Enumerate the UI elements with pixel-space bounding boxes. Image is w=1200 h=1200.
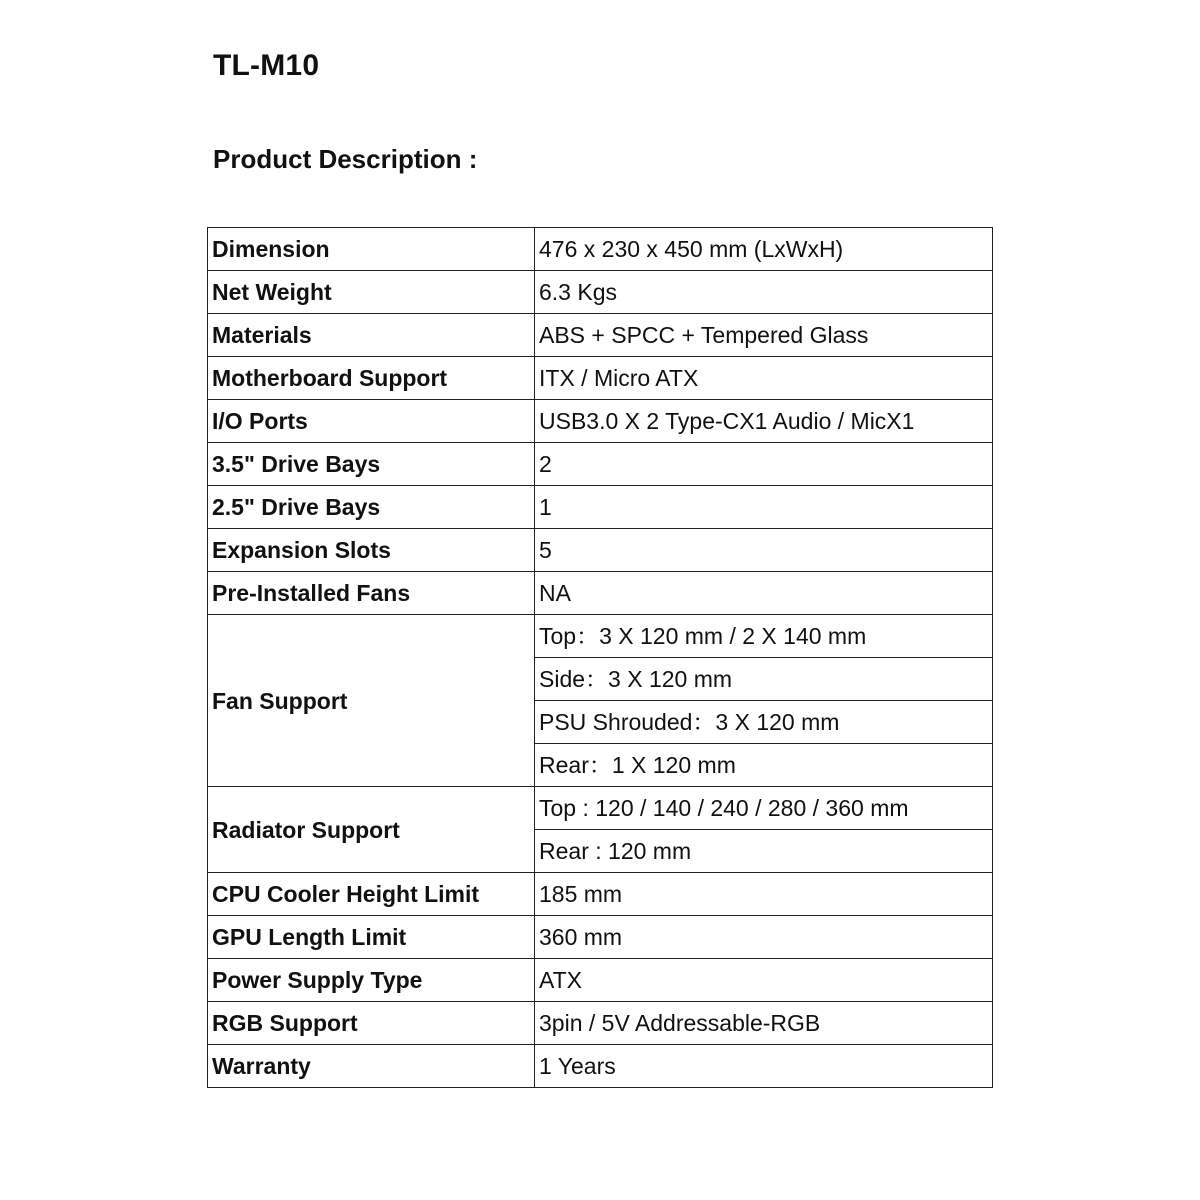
spec-value-fan-support-top: Top：3 X 120 mm / 2 X 140 mm (535, 615, 993, 658)
table-row (208, 873, 993, 916)
spec-label-net-weight: Net Weight (208, 271, 535, 314)
spec-label-drive-bays-35: 3.5" Drive Bays (208, 443, 535, 486)
spec-value-net-weight: 6.3 Kgs (535, 271, 993, 314)
spec-label-warranty: Warranty (208, 1045, 535, 1088)
table-row (208, 959, 993, 1002)
spec-value-rgb-support: 3pin / 5V Addressable-RGB (535, 1002, 993, 1045)
table-row (208, 615, 993, 658)
spec-value-power-supply-type: ATX (535, 959, 993, 1002)
product-title: TL-M10 (213, 49, 320, 82)
spec-value-gpu-length: 360 mm (535, 916, 993, 959)
spec-label-drive-bays-25: 2.5" Drive Bays (208, 486, 535, 529)
table-row (208, 916, 993, 959)
spec-value-drive-bays-25: 1 (535, 486, 993, 529)
spec-label-gpu-length: GPU Length Limit (208, 916, 535, 959)
table-row (208, 572, 993, 615)
table-row (208, 1002, 993, 1045)
table-row (208, 314, 993, 357)
table-row (208, 787, 993, 830)
spec-value-fan-support-rear: Rear：1 X 120 mm (535, 744, 993, 787)
spec-value-radiator-support-top: Top : 120 / 140 / 240 / 280 / 360 mm (535, 787, 993, 830)
spec-label-expansion-slots: Expansion Slots (208, 529, 535, 572)
spec-value-materials: ABS + SPCC + Tempered Glass (535, 314, 993, 357)
spec-label-power-supply-type: Power Supply Type (208, 959, 535, 1002)
spec-value-drive-bays-35: 2 (535, 443, 993, 486)
spec-value-fan-support-psu: PSU Shrouded：3 X 120 mm (535, 701, 993, 744)
spec-label-preinstalled-fans: Pre-Installed Fans (208, 572, 535, 615)
table-row (208, 486, 993, 529)
spec-value-warranty: 1 Years (535, 1045, 993, 1088)
spec-value-fan-support-side: Side：3 X 120 mm (535, 658, 993, 701)
table-row (208, 400, 993, 443)
table-row (208, 1045, 993, 1088)
spec-value-preinstalled-fans: NA (535, 572, 993, 615)
table-row (208, 271, 993, 314)
spec-label-dimension: Dimension (208, 228, 535, 271)
spec-label-cpu-cooler-height: CPU Cooler Height Limit (208, 873, 535, 916)
spec-table (207, 227, 993, 1088)
spec-value-expansion-slots: 5 (535, 529, 993, 572)
spec-value-cpu-cooler-height: 185 mm (535, 873, 993, 916)
spec-label-radiator-support: Radiator Support (208, 787, 535, 873)
table-row (208, 357, 993, 400)
spec-label-fan-support: Fan Support (208, 615, 535, 787)
spec-value-dimension: 476 x 230 x 450 mm (LxWxH) (535, 228, 993, 271)
spec-value-motherboard-support: ITX / Micro ATX (535, 357, 993, 400)
spec-label-materials: Materials (208, 314, 535, 357)
table-row (208, 529, 993, 572)
spec-label-motherboard-support: Motherboard Support (208, 357, 535, 400)
spec-value-io-ports: USB3.0 X 2 Type-CX1 Audio / MicX1 (535, 400, 993, 443)
table-row (208, 228, 993, 271)
table-row (208, 443, 993, 486)
spec-label-io-ports: I/O Ports (208, 400, 535, 443)
spec-value-radiator-support-rear: Rear : 120 mm (535, 830, 993, 873)
spec-label-rgb-support: RGB Support (208, 1002, 535, 1045)
section-heading: Product Description : (213, 144, 478, 174)
